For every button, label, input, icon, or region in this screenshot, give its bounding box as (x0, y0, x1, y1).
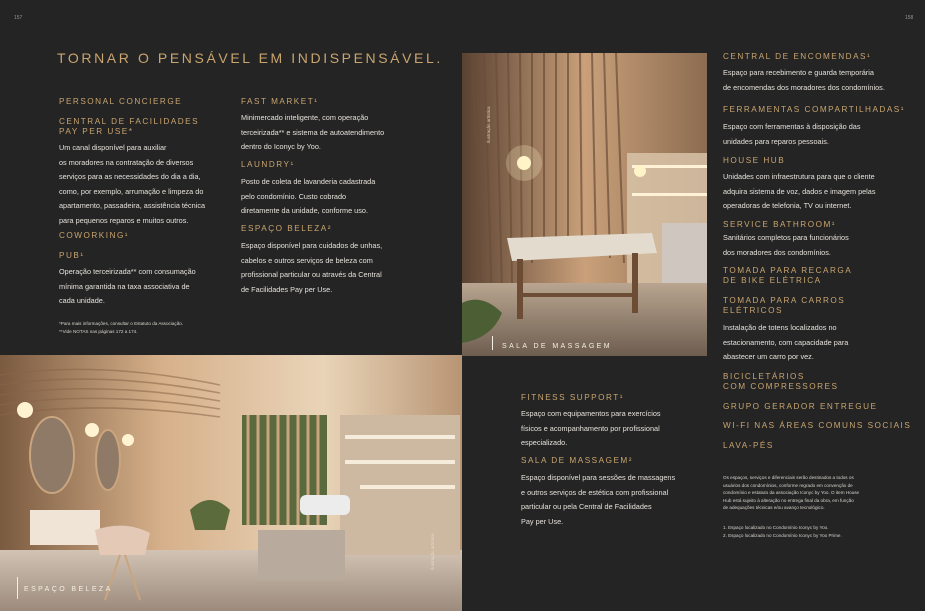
footnote-right: Os espaços, serviços e diferenciais serão destinados a todos os usuários dos condomínios, conforme regrado em convenção de condomínio e estatuto da associação Iconyc by Yoo. O item House Hub está sujeito à alteração no entrega final da obra, em função de adequações técnicas e/ou avanço tecnológico. (723, 475, 860, 510)
heading-tomada-carros: TOMADA PARA CARROS ELÉTRICOS (723, 296, 846, 315)
page-number-right: 158 (905, 15, 914, 21)
heading-recarga-bike: TOMADA PARA RECARGA DE BIKE ELÉTRICA (723, 266, 853, 285)
text-central-encomendas: Espaço para recebimento e guarda temporária de encomendas dos moradores dos condomínios. (723, 68, 885, 92)
text-house-hub: Unidades com infraestrutura para que o cliente adquira sistema de voz, dados e imagem pelas operadoras de telefonia, TV ou internet. (723, 172, 876, 210)
heading-pub: PUB¹ (59, 251, 85, 260)
text-fast-market: Minimercado inteligente, com operação terceirizada** e sistema de autoatendimento dentro do Iconyc by Yoo. (241, 113, 385, 151)
heading-central-encomendas: CENTRAL DE ENCOMENDAS¹ (723, 52, 872, 61)
heading-bicicletarios: BICICLETÁRIOS COM COMPRESSORES (723, 372, 839, 391)
heading-central-facilidades: CENTRAL DE FACILIDADES PAY PER USE* (59, 117, 200, 136)
text-laundry: Posto de coleta de lavanderia cadastrada pelo condomínio. Custo cobrado diretamente da unidade, conforme uso. (241, 177, 376, 215)
heading-house-hub: HOUSE HUB (723, 156, 786, 165)
page-title: TORNAR O PENSÁVEL EM INDISPENSÁVEL. (57, 50, 443, 66)
massage-caption-line (492, 336, 493, 350)
text-ferramentas: Espaço com ferramentas à disposição das unidades para reparos pessoais. (723, 122, 861, 146)
heading-laundry: LAUNDRY¹ (241, 160, 295, 169)
text-fitness-support: Espaço com equipamentos para exercícios físicos e acompanhamento por profissional especializado. (521, 409, 661, 447)
beauty-credit: Ilustração artística (430, 533, 435, 570)
text-pub: Operação terceirizada** com consumação mínima garantida na taxa associativa de cada unidade. (59, 267, 196, 305)
beauty-salon-photo (0, 355, 462, 611)
text-espaco-beleza: Espaço disponível para cuidados de unhas, cabelos e outros serviços de beleza com profissional particular ou através da Central de Facilidades Pay per Use. (241, 241, 383, 294)
footnote-locations: 1. Espaço localizado no Condomínio Iconyc by Yoo. 2. Espaço localizado no Condomínio Iconyc by Yoo Prime. (723, 525, 842, 538)
heading-lava-pes: LAVA-PÉS (723, 441, 774, 450)
text-service-bathroom: Sanitários completos para funcionários dos moradores dos condomínios. (723, 233, 849, 257)
heading-ferramentas: FERRAMENTAS COMPARTILHADAS¹ (723, 105, 905, 114)
heading-service-bathroom: SERVICE BATHROOM¹ (723, 220, 836, 229)
massage-room-photo (462, 53, 707, 356)
footnote-left: *Para mais informações, consultar o Estatuto da Associação. **Vide NOTAS nas páginas 172 a 174. (59, 321, 184, 334)
heading-fitness-support: FITNESS SUPPORT¹ (521, 393, 625, 402)
massage-credit: Ilustração artística (486, 106, 491, 143)
heading-coworking: COWORKING¹ (59, 231, 130, 240)
heading-fast-market: FAST MARKET¹ (241, 97, 319, 106)
beauty-caption-line (17, 577, 18, 599)
text-tomada-carros: Instalação de totens localizados no estacionamento, com capacidade para abastecer um carro por vez. (723, 323, 849, 361)
page-number-left: 157 (14, 15, 23, 21)
heading-gerador: GRUPO GERADOR ENTREGUE (723, 402, 878, 411)
text-sala-massagem: Espaço disponível para sessões de massagens e outros serviços de estética com profissional particular ou pela Central de Facilidades Pay per Use. (521, 473, 676, 526)
text-central-facilidades: Um canal disponível para auxiliar os moradores na contratação de diversos serviços para as necessidades do dia a dia, como, por exemplo, arrumação e limpeza do apartamento, passadeira, assistência técnica para pequenos reparos e muitos outros. (59, 143, 206, 225)
massage-caption: SALA DE MASSAGEM (502, 343, 612, 350)
beauty-caption: ESPAÇO BELEZA (24, 586, 113, 593)
heading-personal-concierge: PERSONAL CONCIERGE (59, 97, 183, 106)
heading-sala-massagem: SALA DE MASSAGEM² (521, 456, 633, 465)
heading-wifi: WI-FI NAS ÁREAS COMUNS SOCIAIS (723, 421, 912, 430)
heading-espaco-beleza: ESPAÇO BELEZA² (241, 224, 332, 233)
